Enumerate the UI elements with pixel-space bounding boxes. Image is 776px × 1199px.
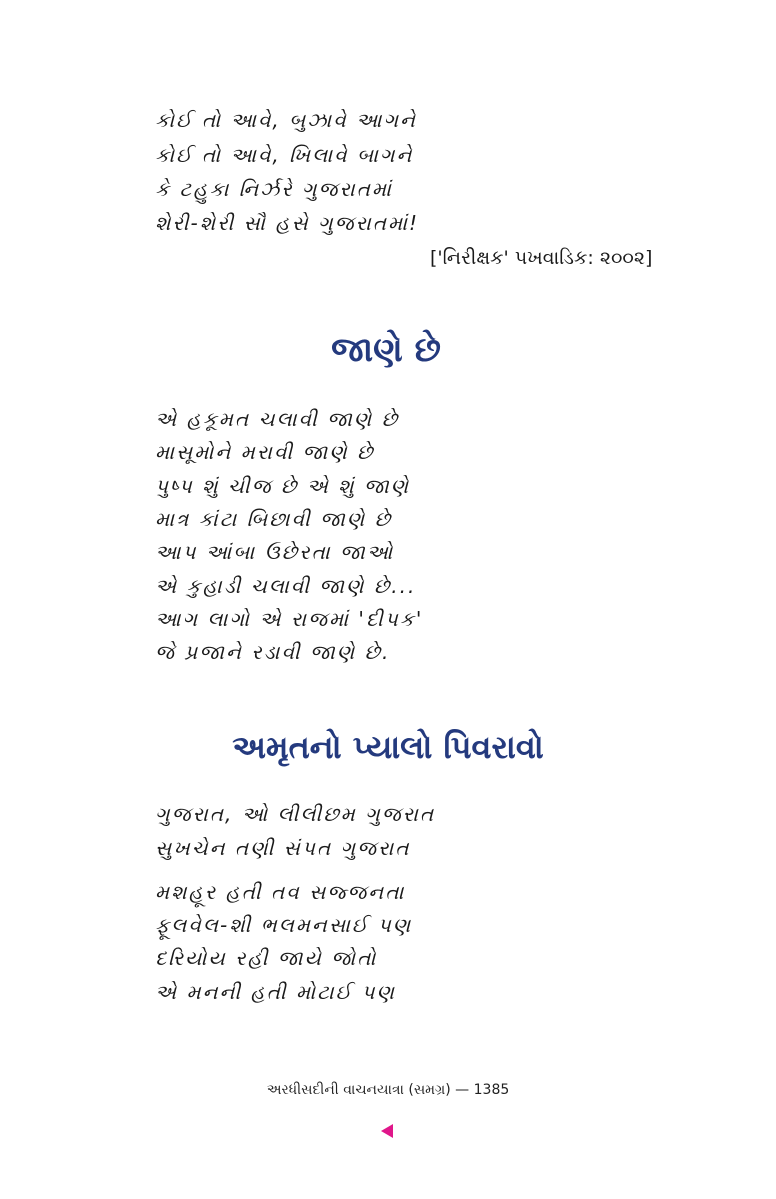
poem2-line: એ હકૂમત ચલાવી જાણે છે bbox=[155, 407, 400, 431]
poem1-line: કે ટહુકા નિર્ઝરે ગુજરાતમાં bbox=[155, 177, 393, 201]
page-footer: અરધીસદીની વાચનયાત્રા (સમગ્ર) — 1385 bbox=[266, 1082, 510, 1098]
source-citation: ['નિરીક્ષક' પખવાડિક: ૨૦૦૨] bbox=[430, 247, 653, 269]
poem2-line: એ કુહાડી ચલાવી જાણે છે... bbox=[155, 574, 417, 598]
poem1-line: શેરી-શેરી સૌ હસે ગુજરાતમાં! bbox=[155, 211, 420, 235]
poem-title: અમૃતનો પ્યાલો પિવરાવો bbox=[232, 728, 544, 766]
poem2-line: આપ આંબા ઉછેરતા જાઓ bbox=[155, 540, 395, 564]
poem3-line: દરિયોય રહી જાયે જોતો bbox=[155, 946, 378, 970]
poem3-line: સુખચેન તણી સંપત ગુજરાત bbox=[155, 836, 411, 860]
poem2-line: પુષ્પ શું ચીજ છે એ શું જાણે bbox=[155, 474, 411, 498]
previous-page-arrow-icon[interactable] bbox=[381, 1124, 393, 1138]
poem2-line: જે પ્રજાને રડાવી જાણે છે. bbox=[155, 640, 391, 664]
poem3-line: મશહૂર હતી તવ સજ્જનતા bbox=[155, 880, 406, 904]
poem-title: જાણે છે bbox=[331, 330, 441, 370]
poem3-line: એ મનની હતી મોટાઈ પણ bbox=[155, 980, 396, 1004]
poem3-line: ગુજરાત, ઓ લીલીછમ ગુજરાત bbox=[155, 802, 436, 826]
poem2-line: માત્ર કાંટા બિછાવી જાણે છે bbox=[155, 507, 393, 531]
poem2-line: માસૂમોને મરાવી જાણે છે bbox=[155, 440, 375, 464]
poem3-line: ફૂલવેલ-શી ભલમનસાઈ પણ bbox=[155, 913, 413, 937]
poem2-line: આગ લાગો એ રાજમાં 'દીપક' bbox=[155, 607, 424, 631]
poem1-line: કોઈ તો આવે, બુઝાવે આગને bbox=[155, 108, 417, 132]
poem1-line: કોઈ તો આવે, ખિલાવે બાગને bbox=[155, 143, 414, 167]
